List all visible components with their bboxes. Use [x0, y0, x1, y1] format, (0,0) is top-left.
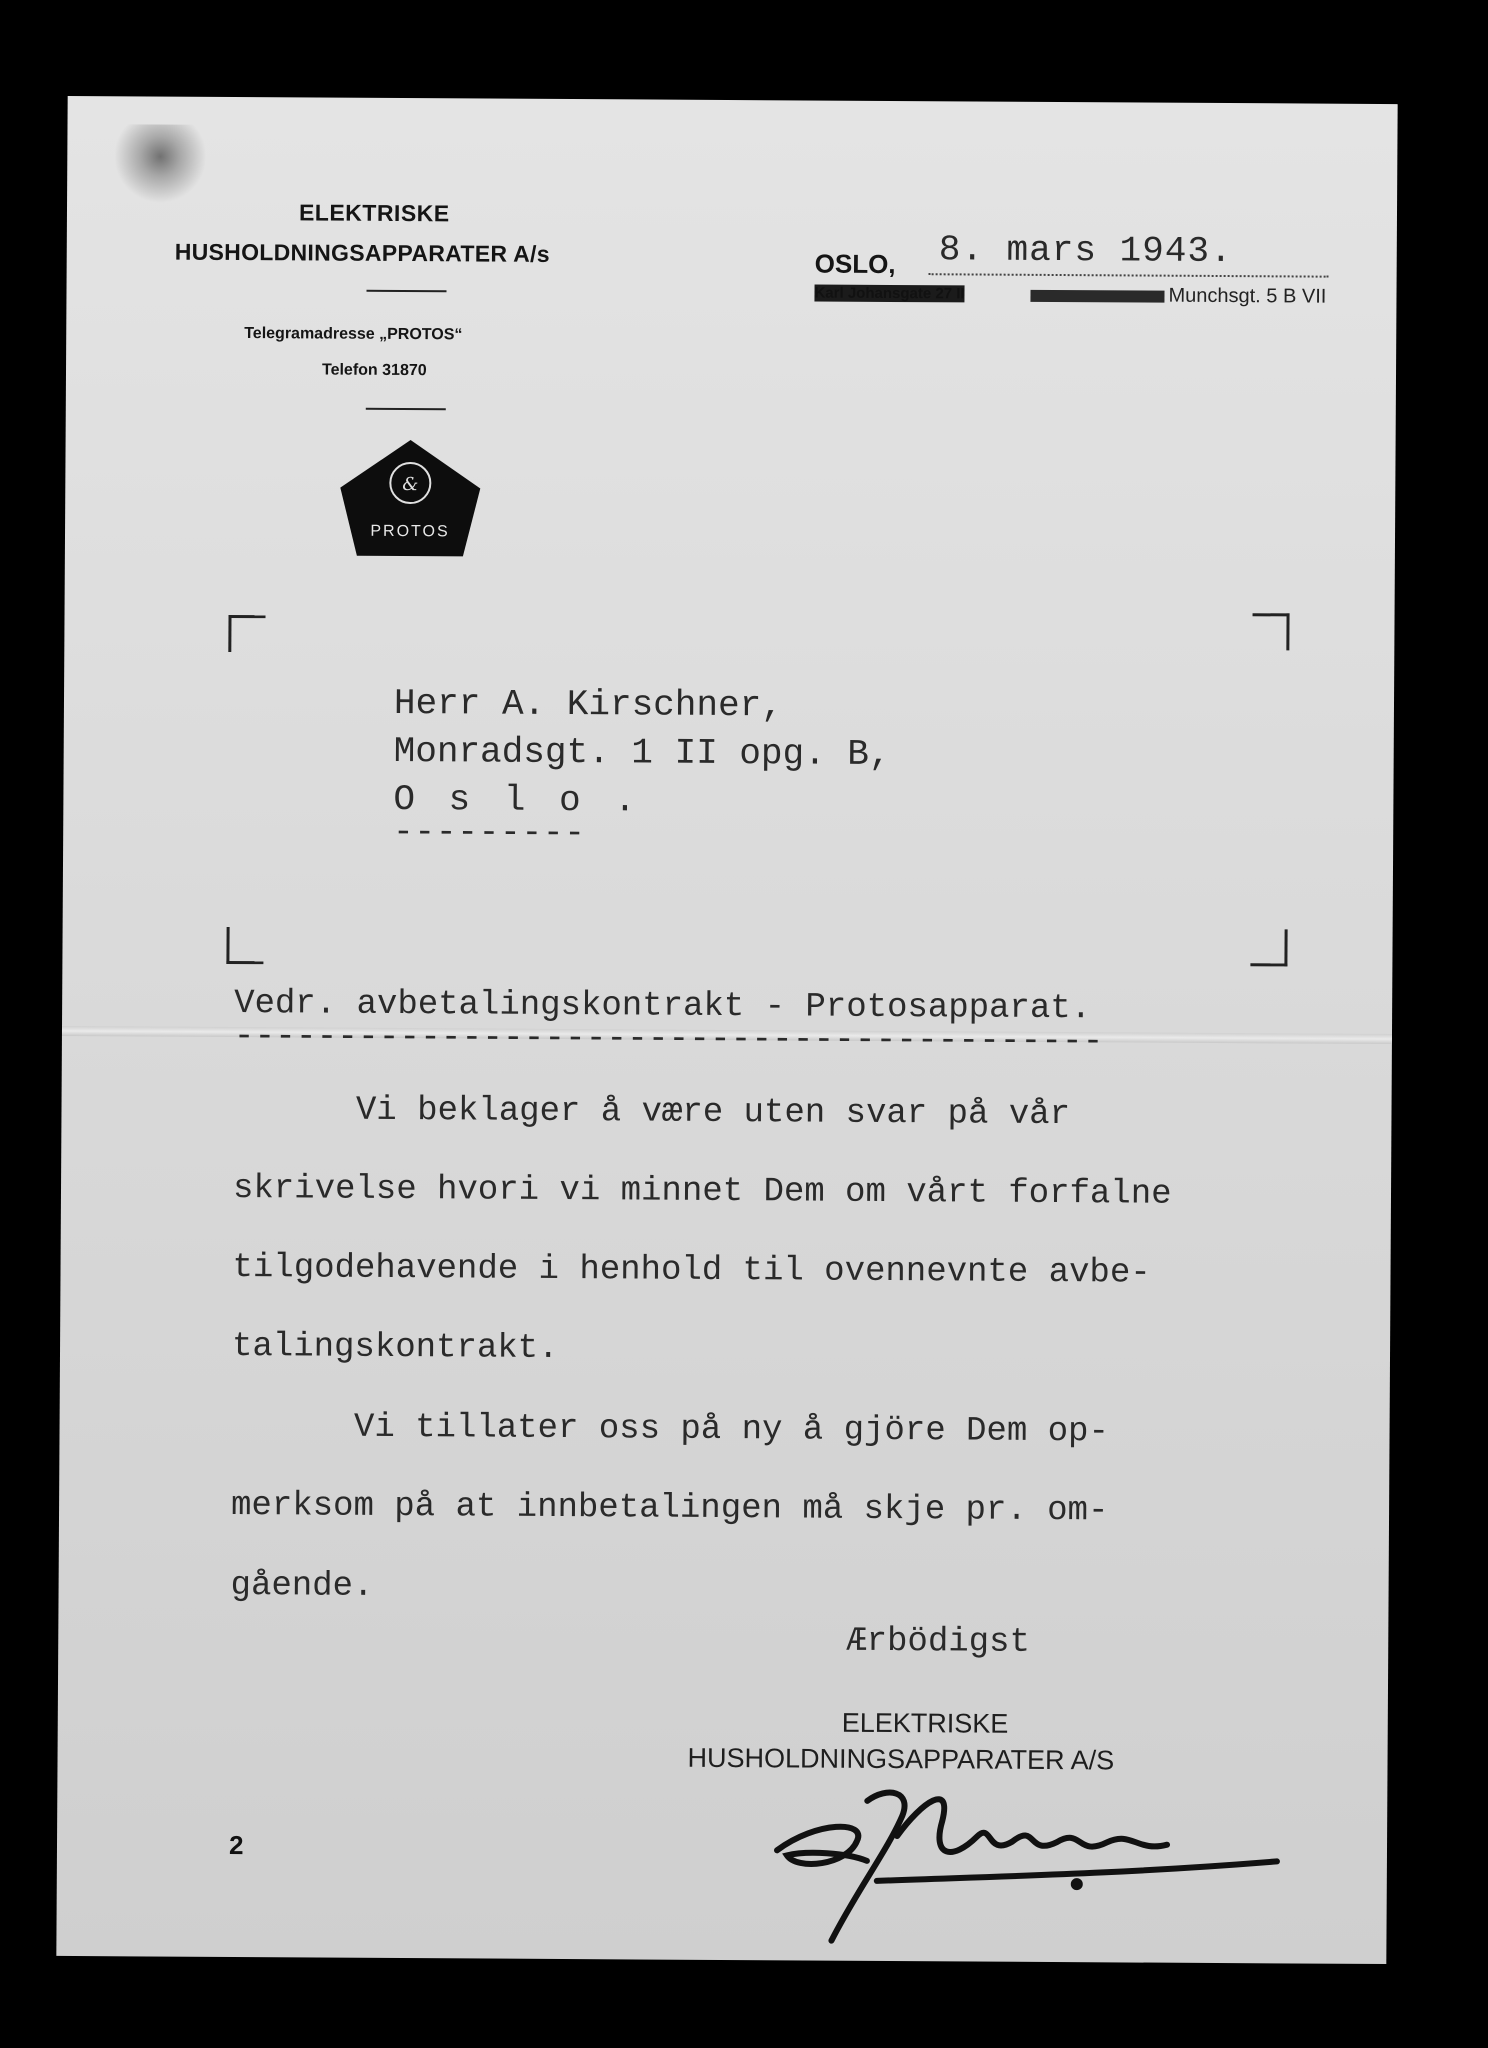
company-name-line2: HUSHOLDNINGSAPPARATER A/s: [174, 238, 550, 267]
city-label: OSLO,: [814, 248, 896, 280]
header-rule: [367, 290, 447, 292]
window-corner-top-right: [1252, 613, 1289, 650]
recipient-underline: ---------: [393, 813, 586, 854]
body-line: merksom på at innbetalingen må skje pr. om-: [230, 1486, 1109, 1531]
body-line: tilgodehavende i henhold til ovennevnte avbe-: [232, 1248, 1151, 1293]
phone-number: Telefon 31870: [321, 361, 427, 380]
struck-old-address: Karl Johansgate 27 II: [814, 284, 965, 303]
company-name-line1: ELEKTRISKE: [298, 199, 450, 227]
logo-text: PROTOS: [370, 522, 450, 541]
new-address: Munchsgt. 5 B VII: [1168, 284, 1327, 308]
ink-smudge: [115, 124, 205, 205]
window-corner-bottom-left: [226, 927, 263, 964]
date-dotted-line: [929, 273, 1329, 277]
closing-salutation: Ærbödigst: [846, 1622, 1031, 1662]
header-rule: [366, 408, 446, 410]
letter-date: 8. mars 1943.: [938, 229, 1233, 273]
protos-logo: [335, 438, 486, 559]
window-corner-top-left: [228, 615, 265, 652]
recipient-city: O s l o .: [393, 778, 642, 822]
body-line: gående.: [230, 1566, 374, 1606]
strike-out-bar: [1030, 290, 1164, 303]
recipient-street: Monradsgt. 1 II opg. B,: [393, 730, 891, 775]
telegram-address: Telegramadresse „PROTOS“: [244, 325, 463, 344]
handwritten-signature: [736, 1780, 1297, 1953]
signature-company-line2: HUSHOLDNINGSAPPARATER A/S: [687, 1742, 1115, 1776]
page-number: 2: [228, 1829, 244, 1861]
body-line: skrivelse hvori vi minnet Dem om vårt forfalne: [232, 1169, 1172, 1214]
body-line: Vi tillater oss på ny å gjöre Dem op-: [231, 1407, 1110, 1452]
recipient-name: Herr A. Kirschner,: [393, 682, 783, 727]
subject-line: Vedr. avbetalingskontrakt - Protosapparat.: [234, 984, 1092, 1029]
body-line: Vi beklager å være uten svar på vår: [233, 1090, 1071, 1135]
subject-underline: ------------------------------------------: [233, 1017, 1104, 1062]
letter-paper: [56, 96, 1397, 1964]
svg-text:&: &: [402, 474, 419, 496]
window-corner-bottom-right: [1250, 929, 1287, 966]
body-line: talingskontrakt.: [231, 1327, 559, 1368]
signature-company-line1: ELEKTRISKE: [841, 1707, 1009, 1739]
